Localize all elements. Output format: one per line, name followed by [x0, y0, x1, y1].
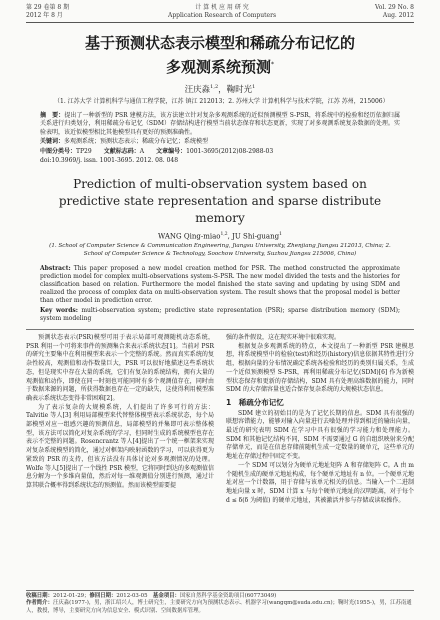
title-cn-line2	[26, 54, 414, 78]
received-date: 2012-01-29；	[52, 592, 90, 599]
abstract-en-label: Abstract:	[40, 264, 71, 272]
revised-label: 修回日期：	[89, 592, 117, 599]
abstract-english	[40, 265, 400, 306]
author2-cn-sup: 1	[252, 84, 256, 91]
header-journal	[168, 4, 276, 20]
first-page-footnote	[26, 590, 414, 615]
title-english: Prediction of multi-observation system based on predictive state representation and sparse distribute memory	[58, 177, 382, 226]
article-number-value: 1001-3695(2012)08-2988-03	[186, 147, 274, 155]
header-volume-info	[26, 4, 69, 20]
bio-text: 汪庆淼(1977-)，男，浙江绍兴人，博士研究生，主要研究方向为预测状态表示、机器学习(wangqm@suda.edu.cn)；鞠时光(1955-)，男，江苏南通人，教授，博导，主要研究方向为信息安全、模式识别、空间数据库管理。	[26, 600, 412, 614]
section-divider	[26, 329, 414, 330]
header-volume: 第 29 卷第 8 期	[26, 4, 70, 11]
intro-paragraph-4: 根据复杂多观测系统的特点，本文提出了一种新型 PSR 建模思想，将系统模型中的检验(test)和经历(history)信息依据其特性进行分组，根据向量的分布情况确定系统各检验和经历的类别归属关系，生成一个近似预测模型 S-PSR，再利用稀疏分布记忆(SDM)[6] 作为新模型状态保存和更新的存储结构，SDM 具有处理高维数据的能力，同时 SDM 的大存储容量也适合保存复杂系统的大规模状态信息。	[226, 342, 414, 394]
classification-line	[40, 148, 400, 157]
doc-code-value: A	[139, 147, 145, 155]
author2-en-sup: 1	[279, 232, 282, 238]
intro-paragraph-3: 强的条件假设，这在现实环境中很难实现。	[226, 334, 341, 341]
doi: doi:10.3969/j. issn. 1001-3695. 2012. 08. 048	[40, 157, 179, 165]
intro-paragraph-1: 预测状态表示(PSR)模型可用于表示局部可观测随机动态系统，PSR 利用一个可将来事件的预测集合来表示系统状态[1]。当前对 PSR 的研究主要集中在利用模型来表示一个完整的系统。然而真实系统的复杂性较高，观测值和动作数量巨大，PSR 可以很好地描述这些系统状态，但是现实中存在大量的系统，它们有复杂的系统结构，拥有大量的观测值和动作，即使在同一时刻也可能同时有多个观测值存在，同时由于数据来源的问题，所获得数据也存在一定的缺失，这使得利用模型准确表示系统状态变得非常困难[2]。	[26, 334, 214, 402]
author1-cn: 汪庆淼	[184, 85, 211, 95]
doc-code-label: 文献标志码：	[103, 147, 140, 155]
abstract-chinese	[40, 112, 400, 138]
fund-label: 基金项目：	[152, 592, 180, 599]
author-sep-en: ,	[227, 232, 233, 241]
abstract-en-text: This paper proposed a new model creation method for PSR. The method constructed the approximate prediction model for complex multi-observations system-S-PSR. The new model divided the tests and the histories for classification based on relation. Furthermore the model finished the state saving and updating by using SDM and realized the process of complex data on multi-observation system. The result shows that the proposal model is better than other model in prediction error.	[40, 264, 400, 305]
body-column-left	[26, 334, 214, 505]
author1-en-sup: 1,2	[220, 232, 228, 238]
body-columns	[26, 334, 414, 505]
article-number-label: 文章编号：	[156, 147, 187, 155]
running-header	[26, 4, 414, 23]
article-number-field	[156, 148, 273, 157]
bio-label: 作者简介：	[26, 600, 53, 607]
body-column-right	[226, 334, 414, 505]
title-chinese	[26, 32, 414, 78]
header-journal-en: Application Research of Computers	[168, 12, 277, 19]
clc-label: 中图分类号：	[40, 147, 77, 155]
doc-code-field	[104, 148, 144, 157]
author1-cn-sup: 1,2	[210, 84, 219, 91]
clc-value: TP29	[76, 147, 92, 155]
author2-cn: 鞠时光	[226, 85, 253, 95]
keywords-en-text: multi-observation system; predictive state representation (PSR); sparse distribution memory (SDM); system modeling	[40, 306, 400, 322]
revised-date: 2012-03-05	[116, 592, 148, 599]
sdm-paragraph-1: SDM 建立的初始目的是为了记忆长期的信息。SDM 具有很强的联想容错能力，能够对输入向量进行去噪处理并得到相近的输出向量，最近的研究表明 SDM 在学习中具有很强的学习能力和处理能力。SDM 和其他记忆结构不同，SDM 不需要通过 G 的自组织映射来分配存储单元，而是在信息存储前随机生成一定数量的硬单元，这些单元的地址在存储过程中固定不变。	[226, 409, 414, 461]
fund-text: 国家自然科学基金资助项目(60773049)	[179, 592, 277, 599]
abstract-cn-label: 摘 要：	[40, 111, 65, 119]
header-date: 2012 年 8 月	[26, 12, 63, 19]
received-label: 收稿日期：	[26, 592, 53, 599]
title-cn-line1: 基于预测状态表示模型和稀疏分布记忆的	[84, 34, 355, 52]
clc-field	[40, 148, 92, 157]
authors-chinese	[26, 83, 414, 95]
header-journal-cn: 计 算 机 应 用 研 究	[195, 4, 249, 11]
keywords-cn-text: 多观测系统；预测状态表示；稀疏分布记忆；系统模型	[64, 138, 209, 146]
title-footnote-mark: *	[271, 61, 274, 68]
affiliation-chinese: （1. 江苏大学 计算机科学与通信工程学院，江苏 镇江 212013；2. 苏州大学 计算机科学与技术学院，江苏 苏州，215006）	[54, 98, 389, 105]
keywords-en-label: Key words:	[40, 306, 78, 314]
title-cn-line2-text: 多观测系统预测	[165, 58, 271, 76]
author2-en: JU Shi-guang	[232, 232, 280, 241]
authors-english	[26, 232, 414, 240]
keywords-chinese	[40, 138, 400, 147]
header-volume-en	[375, 4, 414, 20]
author-sep-cn: ，	[218, 85, 227, 95]
affiliation-english: (1. School of Computer Science & Communication Engineering, Jiangsu University, Zhenjiang Jiangsu 212013, China; 2. School of Computer Science & Technology, Soochow University, Suzhou Jiangsu 215006, China)	[49, 243, 391, 257]
sdm-paragraph-2: 一个 SDM 可以划分为硬单元地址矩阵 A 和存储矩阵 C。A 由 m 个随机生成的硬单元地址构成，每个硬单元地址有 n 位。一个硬单元地址对应一个计数器，用于存储与该单元相关的信息。当输入一个二进制地址向量 x 时，SDM 计算 x 与每个硬单元地址的汉明距离，对于每个 d ≤ δ(δ 为阈值) 的硬单元地址，其被激活并参与存储或读取操作。	[226, 461, 414, 504]
author1-en: WANG Qing-miao	[158, 232, 221, 241]
footnote-bio	[26, 600, 414, 615]
header-vol-en: Vol. 29 No. 8	[374, 4, 414, 11]
intro-paragraph-2: 为了表示复杂的大规模系统，人们提出了许多可行的方法：Talvitie 等人[3] 利用局部模型来代替整体模型表示系统状态，每个局部模型对应一组感兴趣的预测信息，局部模型的并集即可表示整体模型，该方法可以简化对复杂系统的学习，但同时生成的系统模型也存在表示不完整的问题。Rosencrantz 等人[4]提出了一个统一框架来实现对复杂系统模型的简化，通过对框架内映射函数的学习，可以获得更为紧致的 PSR 的支持，但该方法没有具体讨论对多观测情况的处理。Wolfe 等人[5]提出了一个线性 PSR 模型，它将同时到达的多观测值信息分解为一个多维向量值，然后对每一维观测值分别进行预测，通过计算其联合概率得到系统状态的预测值。然而该模型需要提	[26, 403, 214, 489]
keywords-english	[40, 307, 400, 323]
keywords-cn-label: 关键词：	[40, 138, 65, 146]
abstract-cn-text: 提出了一种新型的 PSR 建模方法，该方法建立针对复杂多观测系统的近似预测模型 S-PSR，将系统中的检验和经历依据归属关系进行归类划分，利用稀疏分布记忆（SDM）存储结构进行模型当前状态保存和状态更新，实现了对多观测系统复杂数据的处理。实验表明，该近似模型相比其他模型具有更好的预测准确性。	[40, 111, 400, 136]
section-heading-sdm: 1 稀疏分布记忆	[226, 397, 284, 407]
header-date-en: Aug. 2012	[382, 12, 414, 19]
